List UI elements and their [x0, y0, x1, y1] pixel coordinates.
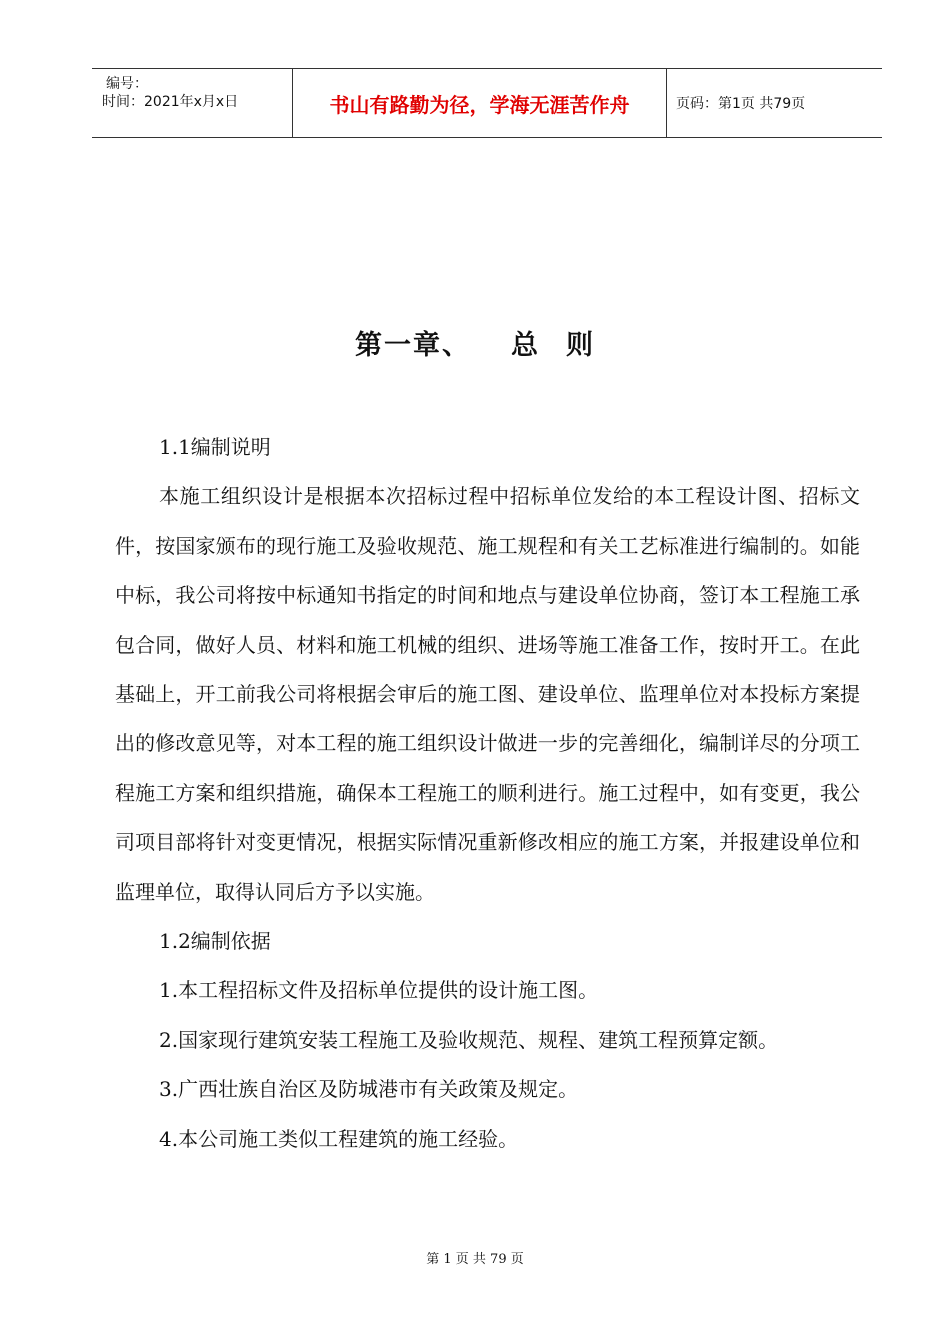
chapter-title-a: 总: [511, 330, 540, 361]
header-page-info: 页码：第1页 共79页: [676, 96, 806, 112]
chapter-prefix: 第一章、: [355, 330, 471, 361]
section-heading-1-2: 1.2编制依据: [159, 929, 271, 954]
list-item: 4.本公司施工类似工程建筑的施工经验。: [159, 1126, 519, 1151]
number-label: 编号：: [106, 76, 148, 92]
header-motto: 书山有路勤为径，学海无涯苦作舟: [292, 69, 667, 137]
section-heading-1-1: 1.1编制说明: [159, 435, 271, 459]
list-item: 3.广西壮族自治区及防城港市有关政策及规定。: [159, 1077, 579, 1102]
chapter-title-b: 则: [566, 330, 595, 361]
list-item: 1.本工程招标文件及招标单位提供的设计施工图。: [159, 978, 599, 1003]
section-paragraph-1-1: 本施工组织设计是根据本次招标过程中招标单位发给的本工程设计图、招标文件，按国家颁布的现行施工及验收规范、施工规程和有关工艺标准进行编制的。如能中标，我公司将按中标通知书指定的时间和地点与建设单位协商，签订本工程施工承包合同，做好人员、材料和施工机械的组织、进场等施工准备工作，按时开工。在此基础上，开工前我公司将根据会审后的施工图、建设单位、监理单位对本投标方案提出的修改意见等，对本工程的施工组织设计做进一步的完善细化，编制详尽的分项工程施工方案和组织措施，确保本工程施工的顺利进行。施工过程中，如有变更，我公司项目部将针对变更情况，根据实际情况重新修改相应的施工方案，并报建设单位和监理单位，取得认同后方予以实施。: [115, 484, 860, 904]
header-meta: [92, 69, 292, 137]
page-footer: 第 1 页 共 79 页: [426, 1252, 524, 1267]
document-body: [115, 423, 860, 1164]
list-item: 2.国家现行建筑安装工程施工及验收规范、规程、建筑工程预算定额。: [159, 1027, 779, 1052]
time-label: 时间：2021年x月x日: [102, 94, 239, 110]
page-header: [92, 68, 882, 138]
chapter-title: [0, 323, 950, 362]
